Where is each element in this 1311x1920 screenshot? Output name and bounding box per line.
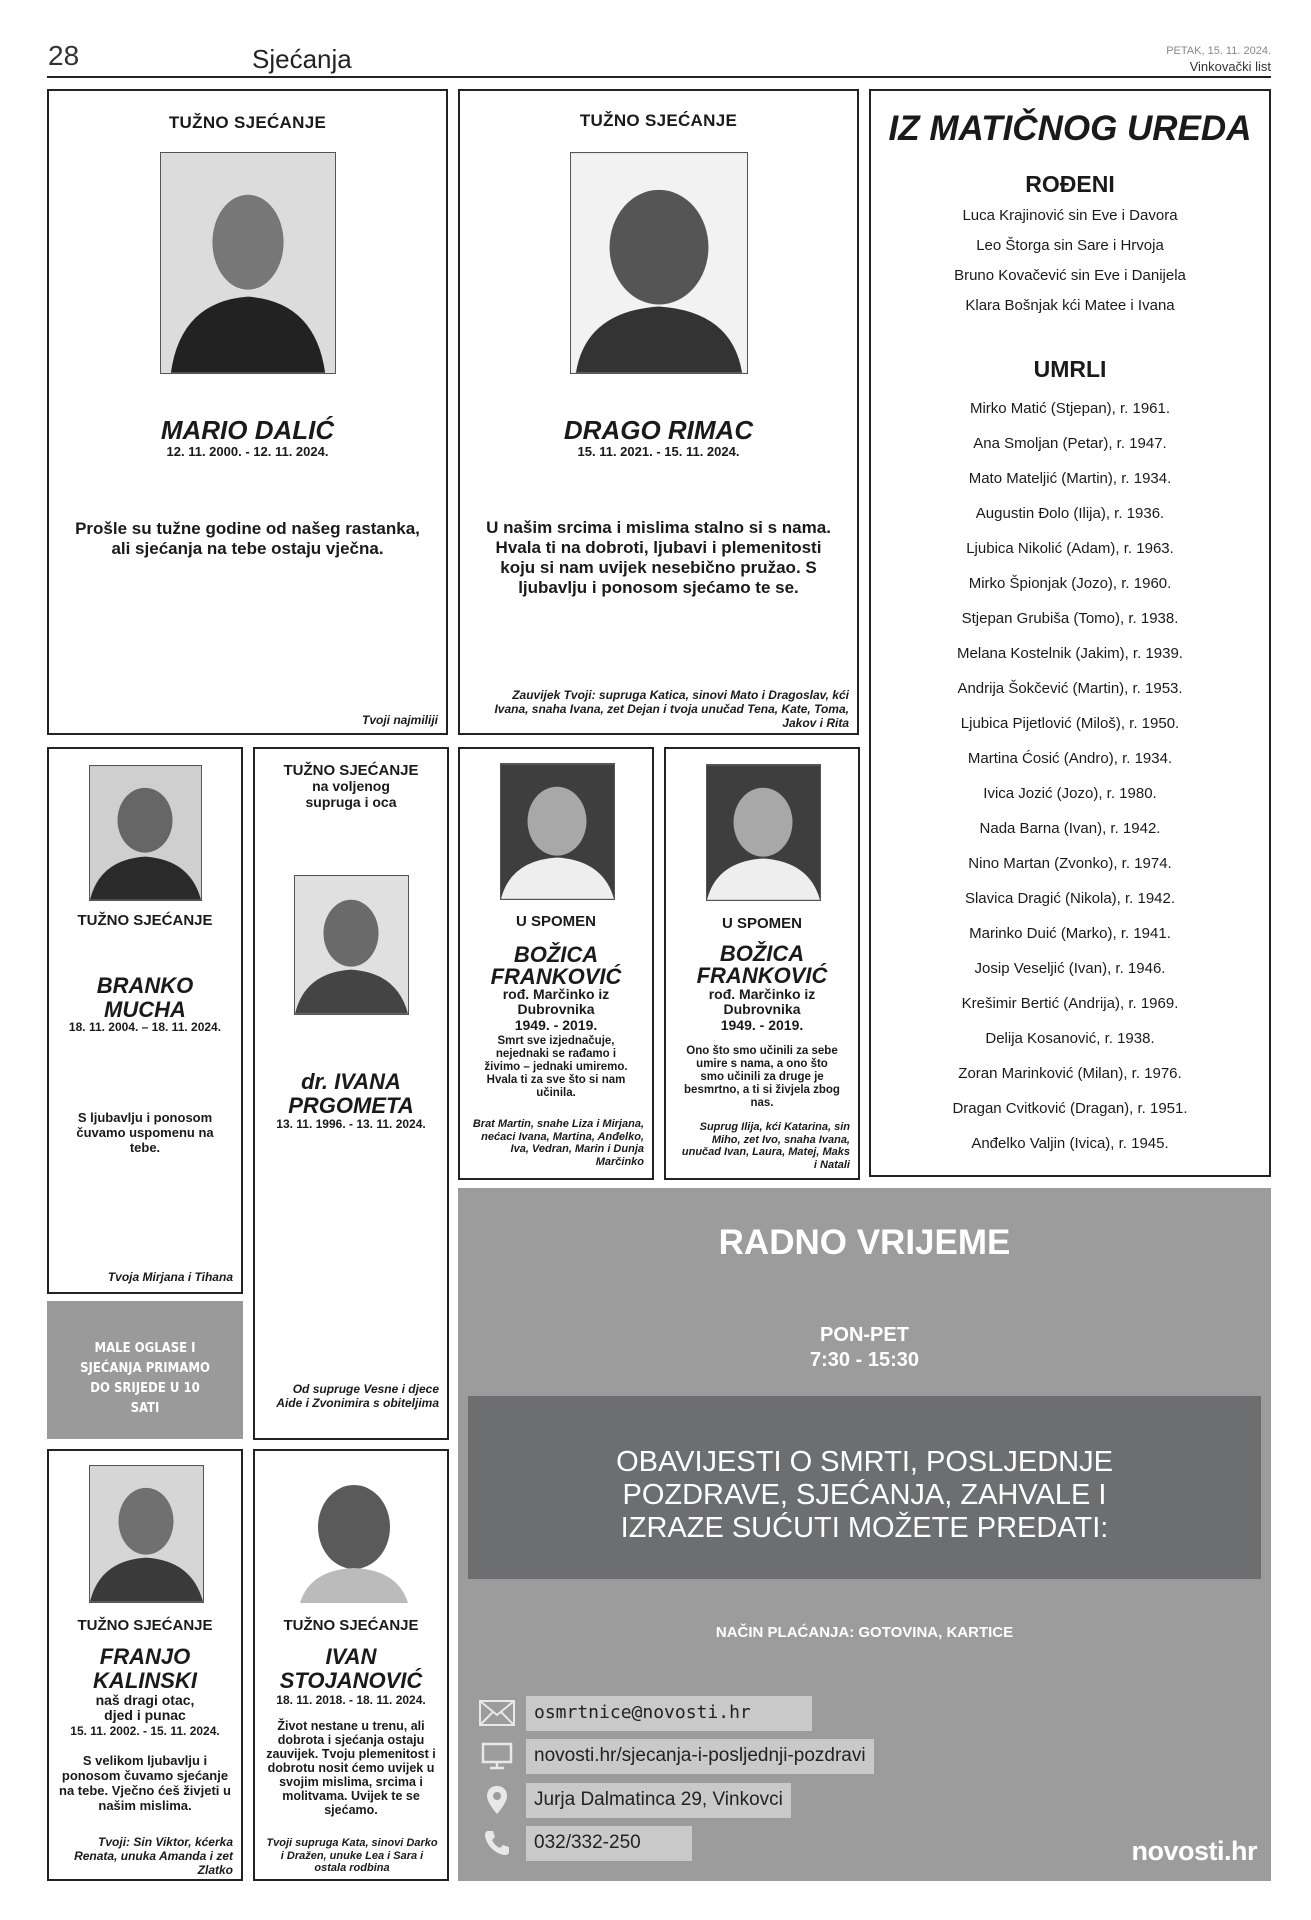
died-heading: UMRLI [1033, 356, 1107, 382]
memorial-message: Prošle su tužne godine od našeg rastanka, ali sjećanja na tebe ostaju vječna. [75, 519, 420, 558]
deceased-name: BOŽICA FRANKOVIĆ [696, 941, 828, 988]
signature: Tvoji supruga Kata, sinovi Darko i Dražen, unuke Lea i Sara i ostala rodbina [266, 1837, 438, 1874]
notice-drago-rimac [458, 89, 859, 735]
died-entry: Ljubica Nikolić (Adam), r. 1963. [966, 540, 1174, 557]
died-entry: Delija Kosanović, r. 1938. [985, 1030, 1155, 1047]
life-dates: 18. 11. 2004. – 18. 11. 2024. [68, 1020, 222, 1034]
hours-title: RADNO VRIJEME [718, 1223, 1011, 1262]
signature: Tvoji najmiliji [361, 713, 438, 727]
deceased-name: BOŽICA FRANKOVIĆ [490, 942, 622, 989]
portrait-photo [500, 763, 615, 900]
life-dates: 15. 11. 2002. - 15. 11. 2024. [70, 1724, 220, 1738]
deceased-name: dr. IVANA PRGOMETA [288, 1069, 414, 1118]
registry-title: IZ MATIČNOG UREDA [888, 109, 1252, 148]
memorial-message: S ljubavlju i ponosom čuvamo uspomenu na tebe. [76, 1110, 214, 1155]
notice-mario-dalic [47, 89, 448, 735]
signature: Tvoji: Sin Viktor, kćerka Renata, unuka Amanda i zet Zlatko [74, 1835, 233, 1877]
life-dates: 15. 11. 2021. - 15. 11. 2024. [577, 444, 740, 459]
submission-banner [468, 1396, 1261, 1579]
notice-label: U SPOMEN [515, 913, 596, 930]
died-entry: Anđelko Valjin (Ivica), r. 1945. [971, 1135, 1169, 1152]
died-entry: Mirko Špionjak (Jozo), r. 1960. [968, 575, 1172, 592]
notice-label: TUŽNO SJEĆANJE [579, 111, 738, 130]
life-dates: 13. 11. 1996. - 13. 11. 2024. [276, 1117, 426, 1131]
died-list [871, 391, 1269, 1161]
page-number: 28 [48, 40, 80, 71]
born-heading: ROĐENI [1025, 171, 1115, 197]
notice-label: TUŽNO SJEĆANJE [77, 1617, 213, 1634]
notice-sublabel: na voljenog supruga i oca [305, 778, 397, 810]
header-rule [47, 76, 1271, 78]
signature: Tvoja Mirjana i Tihana [107, 1270, 233, 1284]
died-entry: Josip Veseljić (Ivan), r. 1946. [974, 960, 1166, 977]
born-entry: Klara Bošnjak kći Matee i Ivana [965, 297, 1175, 314]
maiden-name: rođ. Marčinko iz Dubrovnika [502, 986, 610, 1017]
died-entry: Mirko Matić (Stjepan), r. 1961. [969, 400, 1171, 417]
deceased-name: IVAN STOJANOVIĆ [279, 1644, 423, 1693]
died-entry: Andrija Šokčević (Martin), r. 1953. [957, 680, 1183, 697]
died-entry: Nada Barna (Ivan), r. 1942. [979, 820, 1161, 837]
notice-label: TUŽNO SJEĆANJE [168, 113, 327, 132]
born-entry: Leo Štorga sin Sare i Hrvoja [976, 237, 1164, 254]
died-entry: Zoran Marinković (Milan), r. 1976. [958, 1065, 1182, 1082]
submission-text: OBAVIJESTI O SMRTI, POSLJEDNJE POZDRAVE, SJEĆANJA, ZAHVALE I IZRAZE SUĆUTI MOŽETE PREDATI: [616, 1446, 1113, 1544]
notice-branko-mucha [47, 747, 243, 1294]
notice-bozica-frankovic-brat [458, 747, 654, 1180]
deceased-name: DRAGO RIMAC [563, 415, 754, 445]
ad-deadline-text: MALE OGLASE I SJEĆANJA PRIMAMO DO SRIJEDE U 10 SATI [80, 1341, 210, 1416]
died-entry: Stjepan Grubiša (Tomo), r. 1938. [961, 610, 1179, 627]
notice-ivan-stojanovic [253, 1449, 449, 1881]
died-entry: Dragan Cvitković (Dragan), r. 1951. [952, 1100, 1188, 1117]
portrait-photo [89, 1465, 204, 1603]
registry-office-box [869, 89, 1271, 1177]
memorial-message: Smrt sve izjednačuje, nejednaki se rađamo i živimo – jednaki umiremo. Hvala ti za sve što si nam učinila. [484, 1035, 628, 1099]
hours-days: PON-PET [820, 1324, 909, 1346]
contact-web-row [476, 1738, 874, 1774]
born-list [871, 201, 1269, 321]
memorial-message: Život nestane u trenu, ali dobrota i sjećanja ostaju zauvijek. Tvoju plemenitost i dobrotu nosit ćemo uvijek u svojim mislima, srcima i molitvama. Uvijek te se sjećamo. [266, 1719, 436, 1817]
portrait-photo [160, 152, 336, 374]
died-entry: Krešimir Bertić (Andrija), r. 1969. [961, 995, 1179, 1012]
died-entry: Martina Ćosić (Andro), r. 1934. [967, 750, 1173, 767]
notice-bozica-frankovic-suprug [664, 747, 860, 1180]
phone-icon [476, 1825, 518, 1861]
portrait-photo [295, 1465, 413, 1603]
deceased-name: MARIO DALIĆ [160, 415, 335, 445]
info-panel [458, 1188, 1271, 1881]
died-entry: Melana Kostelnik (Jakim), r. 1939. [957, 645, 1183, 662]
memorial-message: Ono što smo učinili za sebe umire s nama, a ono što smo učinili za druge je besmrtno, a ti si živjela zbog nas. [684, 1045, 840, 1109]
signature: Suprug Ilija, kći Katarina, sin Miho, zet Ivo, snaha Ivana, unučad Ivan, Laura, Matej, Maks i Natali [681, 1121, 850, 1171]
notice-label: TUŽNO SJEĆANJE [283, 1617, 419, 1634]
street-address: Jurja Dalmatinca 29, Vinkovci [526, 1783, 791, 1818]
died-entry: Ljubica Pijetlović (Miloš), r. 1950. [960, 715, 1180, 732]
notice-label: TUŽNO SJEĆANJE [77, 912, 213, 929]
died-entry: Ivica Jozić (Jozo), r. 1980. [983, 785, 1157, 802]
life-years: 1949. - 2019. [514, 1017, 598, 1033]
died-entry: Slavica Dragić (Nikola), r. 1942. [964, 890, 1176, 907]
hours-time: 7:30 - 15:30 [810, 1349, 919, 1371]
signature: Zauvijek Tvoji: supruga Katica, sinovi Mato i Dragoslav, kći Ivana, snaha Ivana, zet Dejan i tvoja unučad Tena, Kate, Toma, Jakov i Rita [494, 688, 849, 730]
contact-email-row [476, 1695, 812, 1731]
phone-number[interactable]: 032/332-250 [526, 1826, 692, 1861]
died-entry: Ana Smoljan (Petar), r. 1947. [973, 435, 1167, 452]
notice-label: TUŽNO SJEĆANJE [283, 762, 419, 779]
ad-deadline-note [47, 1301, 243, 1439]
portrait-photo [294, 875, 409, 1015]
contact-address-row [476, 1782, 791, 1818]
memorial-message: S velikom ljubavlju i ponosom čuvamo sjećanje na tebe. Vječno ćeš živjeti u našim mislima. [59, 1753, 231, 1813]
died-entry: Marinko Duić (Marko), r. 1941. [969, 925, 1171, 942]
maiden-name: rođ. Marčinko iz Dubrovnika [708, 986, 816, 1017]
notice-label: U SPOMEN [721, 915, 802, 932]
section-title: Sjećanja [252, 44, 352, 74]
died-entry: Mato Mateljić (Martin), r. 1934. [968, 470, 1172, 487]
portrait-photo [570, 152, 748, 374]
born-entry: Luca Krajinović sin Eve i Davora [962, 207, 1178, 224]
email-address[interactable]: osmrtnice@novosti.hr [526, 1696, 812, 1731]
life-dates: 12. 11. 2000. - 12. 11. 2024. [166, 444, 329, 459]
memorial-message: U našim srcima i mislima stalno si s nama. Hvala ti na dobroti, ljubavi i plemenitosti koju si nam uvijek nesebično pružao. S ljubavlju i ponosom sjećamo te se. [486, 518, 831, 597]
brand-logo: novosti.hr [1131, 1836, 1257, 1866]
monitor-icon [476, 1738, 518, 1774]
contact-phone-row [476, 1825, 692, 1861]
life-dates: 18. 11. 2018. - 18. 11. 2024. [276, 1693, 426, 1707]
deceased-name: FRANJO KALINSKI [93, 1644, 197, 1693]
payment-methods: NAČIN PLAĆANJA: GOTOVINA, KARTICE [715, 1624, 1014, 1641]
web-link[interactable]: novosti.hr/sjecanja-i-posljednji-pozdravi [526, 1739, 874, 1774]
relation: naš dragi otac, djed i punac [95, 1692, 195, 1723]
signature: Brat Martin, snahe Liza i Mirjana, nećaci Ivana, Martina, Anđelko, Iva, Vedran, Marin i Dunja Marčinko [472, 1118, 644, 1168]
born-entry: Bruno Kovačević sin Eve i Danijela [954, 267, 1186, 284]
paper-name: Vinkovački list [1189, 59, 1271, 74]
location-pin-icon [476, 1782, 518, 1818]
deceased-name: BRANKO MUCHA [96, 973, 194, 1022]
issue-date: PETAK, 15. 11. 2024. [1166, 45, 1271, 57]
portrait-photo [89, 765, 202, 901]
notice-franjo-kalinski [47, 1449, 243, 1881]
notice-ivana-prgometa [253, 747, 449, 1440]
died-entry: Nino Martan (Zvonko), r. 1974. [968, 855, 1172, 872]
signature: Od supruge Vesne i djece Aide i Zvonimira s obiteljima [276, 1382, 439, 1410]
portrait-photo [706, 764, 821, 901]
life-years: 1949. - 2019. [720, 1017, 804, 1033]
envelope-icon [476, 1695, 518, 1731]
died-entry: Augustin Đolo (Ilija), r. 1936. [975, 505, 1165, 522]
